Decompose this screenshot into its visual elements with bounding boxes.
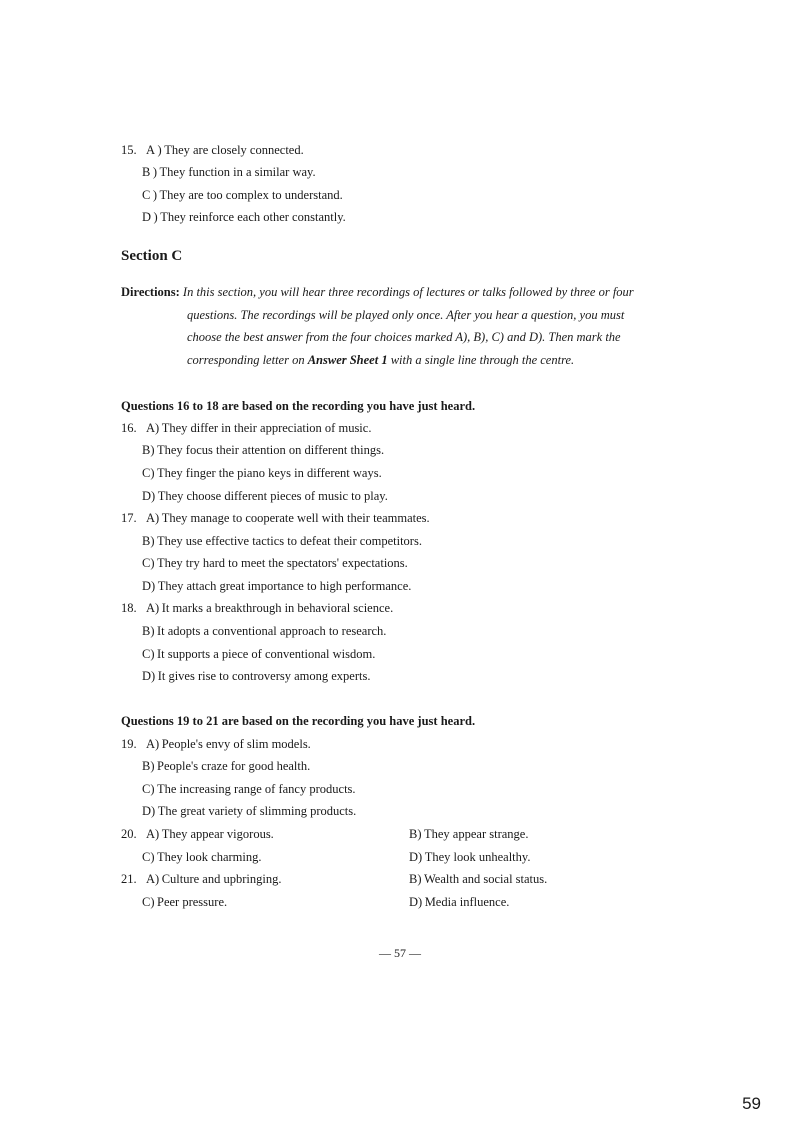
directions-line-4: corresponding letter on Answer Sheet 1 with a single line through the centre. bbox=[187, 353, 575, 367]
q17-option-c: C) They try hard to meet the spectators' expectations. bbox=[142, 556, 408, 570]
directions-label: Directions: bbox=[121, 285, 180, 299]
section-title: Section C bbox=[121, 248, 183, 264]
q18-option-d: D) It gives rise to controversy among experts. bbox=[142, 669, 371, 683]
q16-option-d: D) They choose different pieces of music to play. bbox=[142, 489, 388, 503]
q19-option-b: B) People's craze for good health. bbox=[142, 759, 311, 773]
q21-option-c: C) Peer pressure. bbox=[142, 895, 228, 909]
q20-option-b: B) They appear strange. bbox=[409, 827, 529, 841]
q18-option-c: C) It supports a piece of conventional wisdom. bbox=[142, 647, 376, 661]
q18-option-b: B) It adopts a conventional approach to research. bbox=[142, 624, 387, 638]
question-number: 21. bbox=[121, 872, 137, 886]
q15-option-d: D ) They reinforce each other constantly. bbox=[142, 210, 346, 224]
q20-option-d: D) They look unhealthy. bbox=[409, 850, 531, 864]
question-number: 18. bbox=[121, 601, 137, 615]
q20-option-a: 20. A) They appear vigorous. bbox=[121, 827, 274, 841]
question-number: 16. bbox=[121, 421, 137, 435]
q16-option-a: 16. A) They differ in their appreciation of music. bbox=[121, 421, 372, 435]
directions-line-3: choose the best answer from the four choices marked A), B), C) and D). Then mark the bbox=[187, 330, 621, 344]
page-number: — 57 — bbox=[379, 946, 421, 960]
q21-option-a: 21. A) Culture and upbringing. bbox=[121, 872, 282, 886]
q17-option-a: 17. A) They manage to cooperate well with their teammates. bbox=[121, 511, 430, 525]
q17-option-d: D) They attach great importance to high performance. bbox=[142, 579, 412, 593]
q21-option-d: D) Media influence. bbox=[409, 895, 510, 909]
question-number: 20. bbox=[121, 827, 137, 841]
outer-page-number: 59 bbox=[742, 1094, 761, 1113]
question-number: 19. bbox=[121, 737, 137, 751]
q20-option-c: C) They look charming. bbox=[142, 850, 262, 864]
q19-option-d: D) The great variety of slimming products. bbox=[142, 804, 357, 818]
q21-option-b: B) Wealth and social status. bbox=[409, 872, 548, 886]
question-group-heading-2: Questions 19 to 21 are based on the recording you have just heard. bbox=[121, 714, 476, 728]
q15-option-a: 15. A ) They are closely connected. bbox=[121, 143, 304, 157]
question-group-heading-1: Questions 16 to 18 are based on the recording you have just heard. bbox=[121, 399, 476, 413]
answer-sheet-label: Answer Sheet 1 bbox=[307, 353, 388, 367]
question-number: 17. bbox=[121, 511, 137, 525]
q17-option-b: B) They use effective tactics to defeat their competitors. bbox=[142, 534, 422, 548]
q19-option-a: 19. A) People's envy of slim models. bbox=[121, 737, 311, 751]
directions-line-2: questions. The recordings will be played only once. After you hear a question, you must bbox=[187, 308, 625, 322]
q15-option-b: B ) They function in a similar way. bbox=[142, 165, 316, 179]
q15-option-c: C ) They are too complex to understand. bbox=[142, 188, 343, 202]
q18-option-a: 18. A) It marks a breakthrough in behavioral science. bbox=[121, 601, 394, 615]
q16-option-c: C) They finger the piano keys in different ways. bbox=[142, 466, 382, 480]
q19-option-c: C) The increasing range of fancy products. bbox=[142, 782, 356, 796]
q16-option-b: B) They focus their attention on different things. bbox=[142, 443, 385, 457]
directions-line-1: Directions: In this section, you will hear three recordings of lectures or talks followed by three or four bbox=[121, 285, 634, 299]
question-number: 15. bbox=[121, 143, 137, 157]
